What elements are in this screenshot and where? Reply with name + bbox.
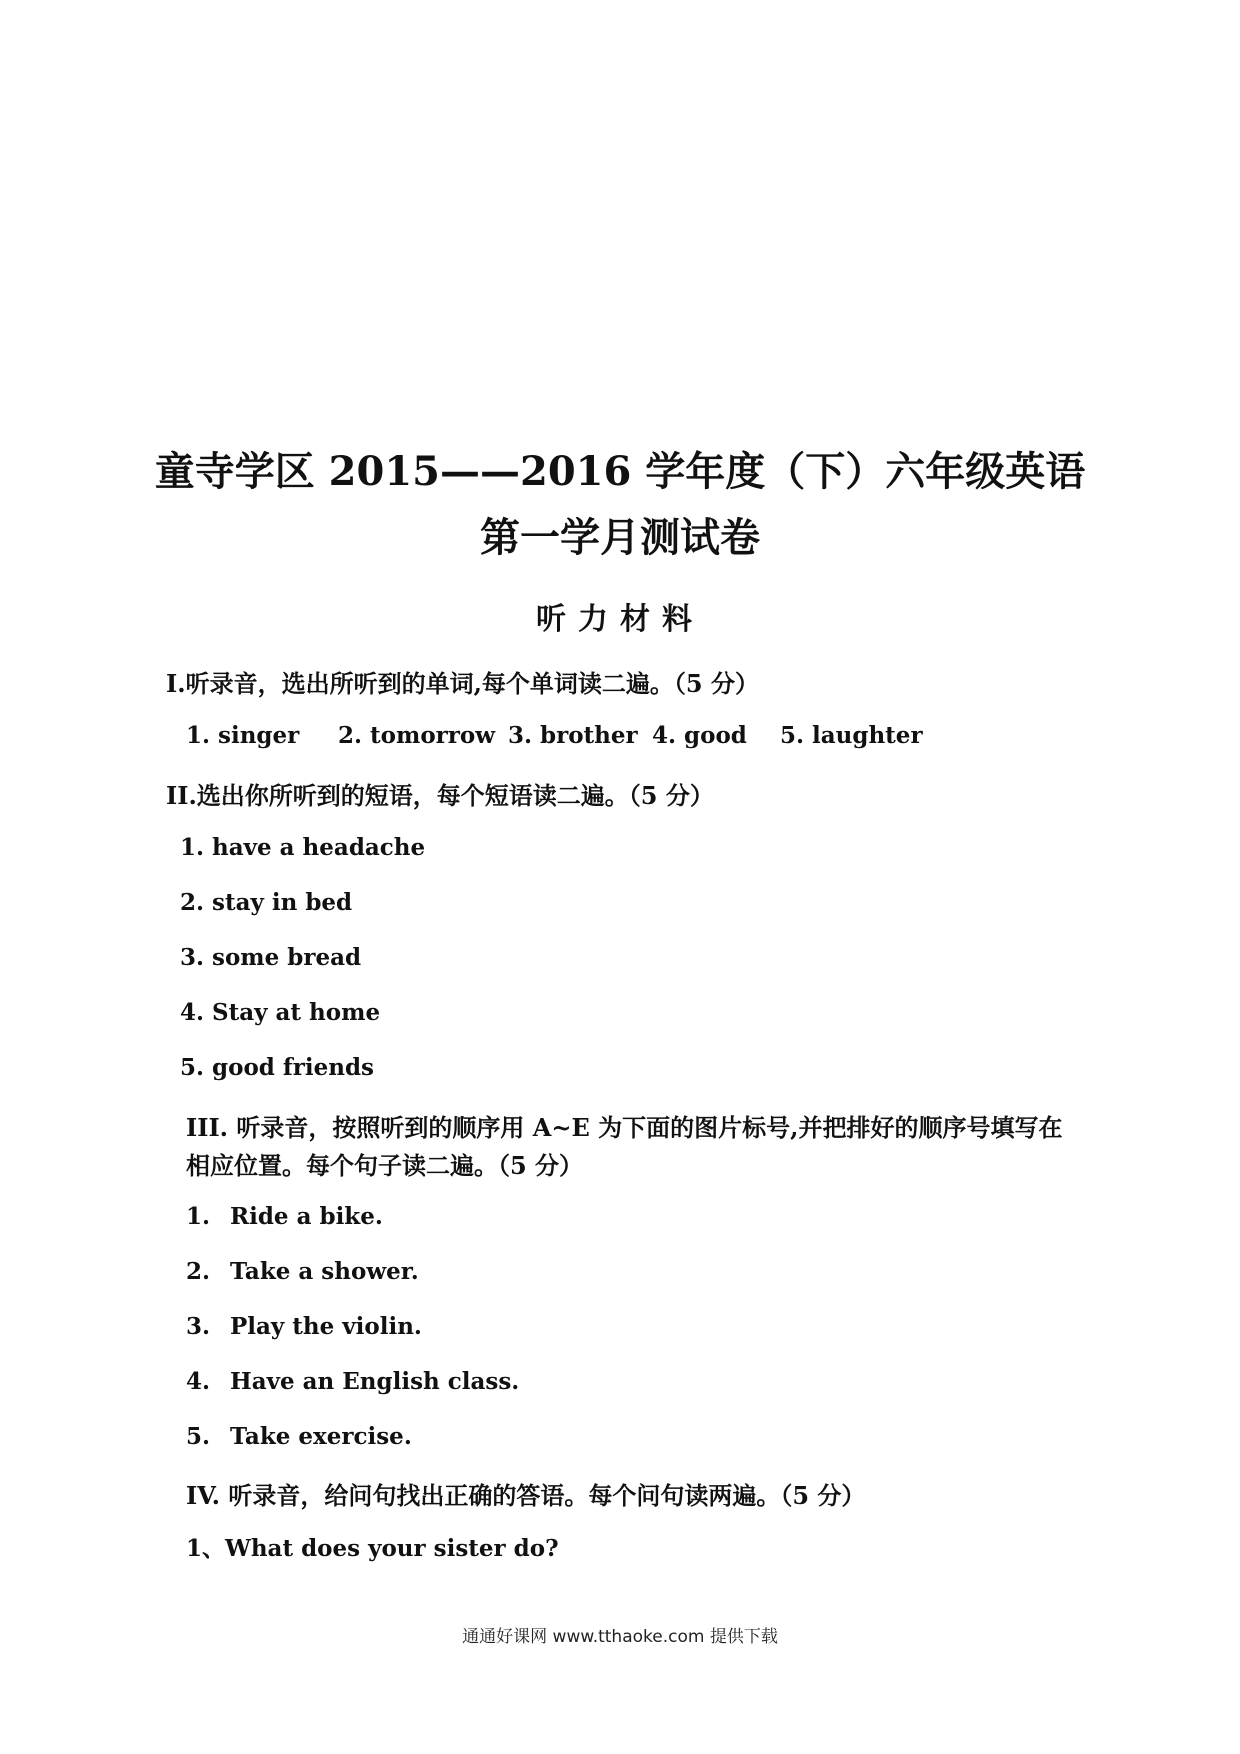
section-1-word: 2. tomorrow (338, 722, 496, 749)
section-2-heading: II.选出你所听到的短语，每个短语读二遍。（5 分） (166, 781, 714, 810)
section-2-phrase: 3. some bread (180, 944, 362, 971)
section-3-sentence: Have an English class. (230, 1368, 520, 1395)
section-2-phrase: 2. stay in bed (180, 889, 353, 916)
section-2-phrase: 1. have a headache (180, 834, 426, 861)
section-1-word: 4. good (652, 722, 747, 749)
section-3-item-number: 5. (186, 1423, 211, 1450)
section-3-sentence: Take exercise. (230, 1423, 412, 1450)
section-1-word: 3. brother (508, 722, 638, 749)
section-1-word: 5. laughter (780, 722, 923, 749)
section-3-heading: III. 听录音，按照听到的顺序用 A~E 为下面的图片标号,并把排好的顺序号填写在 (186, 1113, 1063, 1142)
section-3-item-number: 3. (186, 1313, 211, 1340)
section-3-item-number: 2. (186, 1258, 211, 1285)
section-3-sentence: Ride a bike. (230, 1203, 383, 1230)
section-1-heading: I.听录音，选出所听到的单词,每个单词读二遍。（5 分） (166, 669, 759, 698)
page-title: 童寺学区 2015——2016 学年度（下）六年级英语 (154, 448, 1086, 495)
section-3-sentence: Play the violin. (230, 1313, 422, 1340)
page-subtitle: 听力材料 (536, 602, 704, 637)
section-2-phrase: 4. Stay at home (180, 999, 381, 1026)
section-4-heading: IV. 听录音，给问句找出正确的答语。每个问句读两遍。（5 分） (186, 1481, 866, 1510)
footer-download-note: 通通好课网 www.tthaoke.com 提供下载 (462, 1627, 778, 1647)
page-title-line2: 第一学月测试卷 (480, 514, 760, 561)
section-4-question: 1、What does your sister do? (186, 1535, 559, 1562)
section-3-heading-line2: 相应位置。每个句子读二遍。（5 分） (186, 1151, 584, 1180)
section-2-phrase: 5. good friends (180, 1054, 375, 1081)
section-3-item-number: 4. (186, 1368, 211, 1395)
section-3-item-number: 1. (186, 1203, 211, 1230)
section-3-sentence: Take a shower. (230, 1258, 419, 1285)
section-1-word: 1. singer (186, 722, 300, 749)
